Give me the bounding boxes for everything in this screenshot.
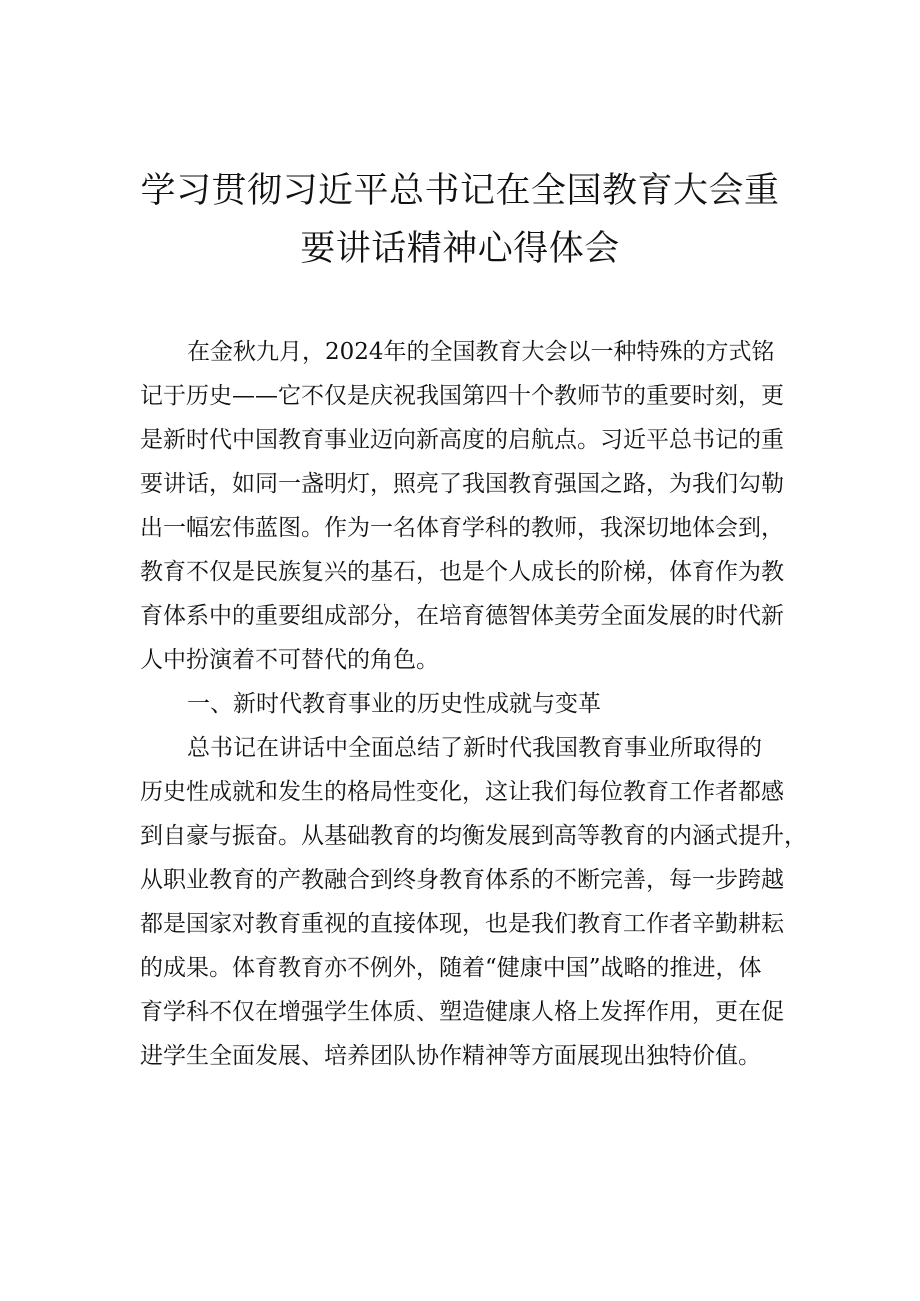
title-line: 学习贯彻习近平总书记在全国教育大会重 (140, 171, 780, 211)
text-line: 到自豪与振奋。从基础教育的均衡发展到高等教育的内涵式提升， (140, 823, 807, 849)
text-line: 育体系中的重要组成部分，在培育德智体美劳全面发展的时代新 (140, 603, 784, 629)
text-line: 进学生全面发展、培养团队协作精神等方面展现出独特价值。 (140, 1043, 761, 1069)
text-line: 记于历史——它不仅是庆祝我国第四十个教师节的重要时刻，更 (140, 383, 784, 409)
document-body (140, 330, 807, 1078)
text-line: 出一幅宏伟蓝图。作为一名体育学科的教师，我深切地体会到， (140, 515, 784, 541)
text-line: 总书记在讲话中全面总结了新时代我国教育事业所取得的 (187, 735, 762, 761)
document-title (140, 162, 780, 278)
text-line: 人中扮演着不可替代的角色。 (140, 647, 439, 673)
text-line: 历史性成就和发生的格局性变化，这让我们每位教育工作者都感 (140, 779, 784, 805)
text-line: 教育不仅是民族复兴的基石，也是个人成长的阶梯，体育作为教 (140, 559, 784, 585)
section-heading-text: 一、新时代教育事业的历史性成就与变革 (187, 691, 601, 717)
text-line: 的成果。体育教育亦不例外，随着“健康中国”战略的推进，体 (140, 955, 762, 981)
text-line: 在金秋九月，2024年的全国教育大会以一种特殊的方式铭 (187, 339, 775, 365)
title-line: 要讲话精神心得体会 (300, 229, 620, 269)
text-line: 都是国家对教育重视的直接体现，也是我们教育工作者辛勤耕耘 (140, 911, 784, 937)
text-line: 要讲话，如同一盏明灯，照亮了我国教育强国之路，为我们勾勒 (140, 471, 784, 497)
paragraph-achievements (140, 726, 807, 1078)
paragraph-intro (140, 330, 784, 682)
section-heading (140, 682, 780, 726)
text-line: 育学科不仅在增强学生体质、塑造健康人格上发挥作用，更在促 (140, 999, 784, 1025)
text-line: 是新时代中国教育事业迈向新高度的启航点。习近平总书记的重 (140, 427, 784, 453)
text-line: 从职业教育的产教融合到终身教育体系的不断完善，每一步跨越 (140, 867, 784, 893)
